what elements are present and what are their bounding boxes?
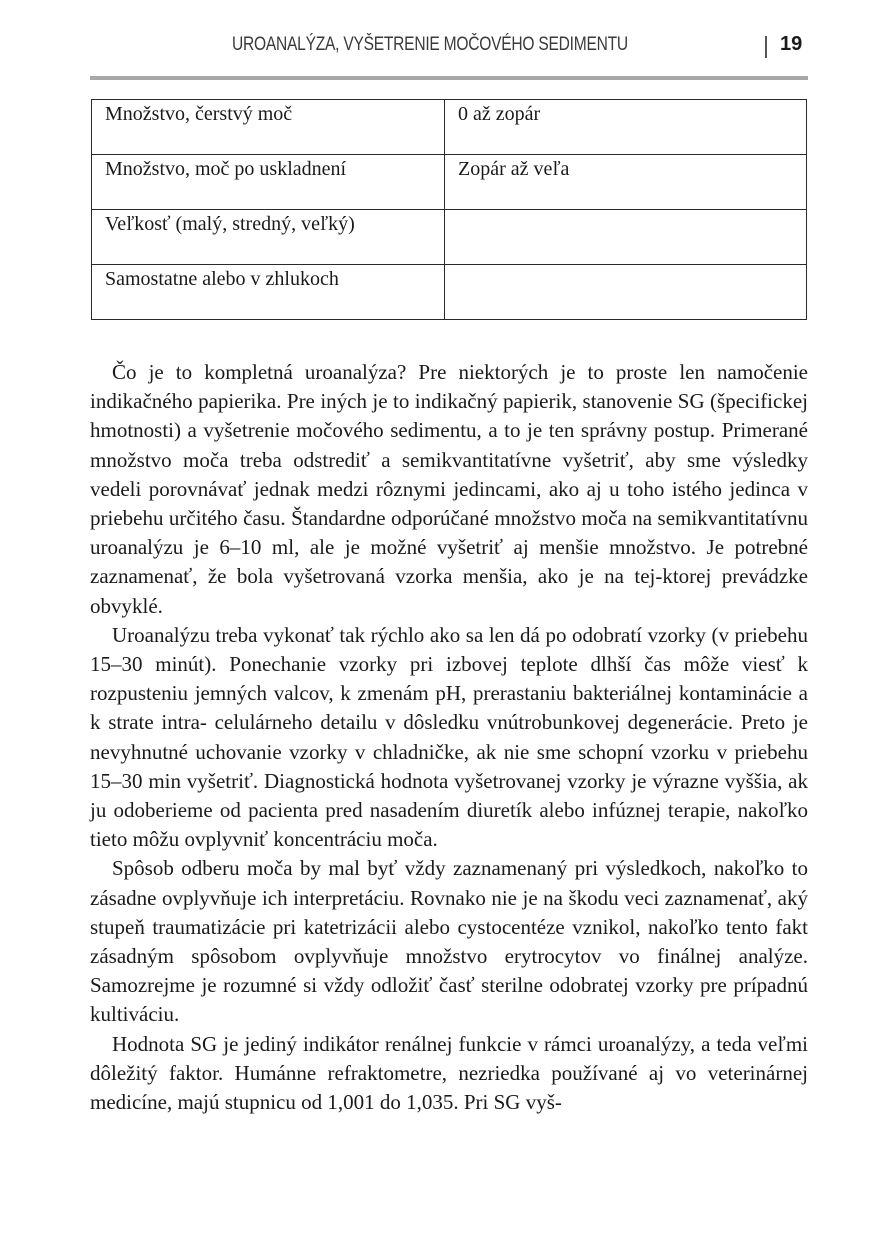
table-row bbox=[92, 210, 807, 265]
header-rule bbox=[90, 76, 808, 80]
table-cell-value bbox=[445, 210, 807, 265]
table-cell-value: Zopár až veľa bbox=[445, 155, 807, 210]
body-text bbox=[90, 358, 808, 1117]
paragraph: Uroanalýzu treba vykonať tak rýchlo ako sa len dá po odobratí vzorky (v priebehu 15–30 minút). Ponechanie vzorky pri izbovej teplote dlhší čas môže viesť k rozpusteniu jemných valcov, k zmenám pH, prerastaniu bakteriálnej kontaminácie a k strate intra- celulárneho detailu v dôsledku vnútrobunkovej degenerácie. Preto je nevyhnutné uchovanie vzorky v chladničke, ak nie sme schopní vzorku v priebehu 15–30 min vyšetriť. Diagnostická hodnota vyšetrovanej vzorky je výrazne vyššia, ak ju odoberieme od pacienta pred nasadením diuretík alebo infúznej terapie, nakoľko tieto môžu ovplyvniť koncentráciu moča. bbox=[90, 622, 808, 852]
running-title: UROANALÝZA, VYŠETRENIE MOČOVÉHO SEDIMENTU bbox=[232, 34, 628, 55]
paragraph: Hodnota SG je jediný indikátor renálnej funkcie v rámci uroanalýzy, a teda veľmi dôležitý faktor. Humánne refraktometre, nezriedka používané aj vo veterinárnej medicíne, majú stupnicu od 1,001 do 1,035. Pri SG vyš- bbox=[90, 1031, 808, 1115]
paragraph: Čo je to kompletná uroanalýza? Pre niektorých je to proste len namočenie indikačného papierika. Pre iných je to indikačný papierik, stanovenie SG (špecifickej hmotnosti) a vyšetrenie močového sedimentu, a to je ten správny postup. Primerané množstvo moča treba odstrediť a semikvantitatívne vyšetriť, aby sme výsledky vedeli porovnávať jednak medzi rôznymi jedincami, ako aj u toho istého jedinca v priebehu určitého času. Štandardne odporúčané množstvo moča na semikvantitatívnu uroanalýzu je 6–10 ml, ale je možné vyšetriť aj menšie množstvo. Je potrebné zaznamenať, že bola vyšetrovaná vzorka menšia, ako je na tej-ktorej prevádzke obvyklé. bbox=[90, 360, 808, 618]
table-cell-label: Množstvo, čerstvý moč bbox=[92, 100, 445, 155]
table-row bbox=[92, 155, 807, 210]
paragraph: Spôsob odberu moča by mal byť vždy zaznamenaný pri výsledkoch, nakoľko to zásadne ovplyvňuje ich interpretáciu. Rovnako nie je na škodu veci zaznamenať, aký stupeň traumatizácie pri katetrizácii alebo cystocentéze vznikol, nakoľko tento fakt zásadným spôsobom ovplyvňuje množstvo erytrocytov vo finálnej analýze. Samozrejme je rozumné si vždy odložiť časť sterilne odobratej vzorky pre prípadnú kultiváciu. bbox=[90, 856, 808, 1027]
table-cell-value bbox=[445, 265, 807, 320]
table-row bbox=[92, 265, 807, 320]
running-head bbox=[90, 30, 808, 64]
table-row bbox=[92, 100, 807, 155]
table-cell-label: Množstvo, moč po uskladnení bbox=[92, 155, 445, 210]
page-number: 19 bbox=[780, 33, 803, 55]
header-separator bbox=[765, 36, 767, 58]
sediment-properties-table bbox=[91, 99, 807, 320]
table-cell-value: 0 až zopár bbox=[445, 100, 807, 155]
table-cell-label: Veľkosť (malý, stredný, veľký) bbox=[92, 210, 445, 265]
table-cell-label: Samostatne alebo v zhlukoch bbox=[92, 265, 445, 320]
